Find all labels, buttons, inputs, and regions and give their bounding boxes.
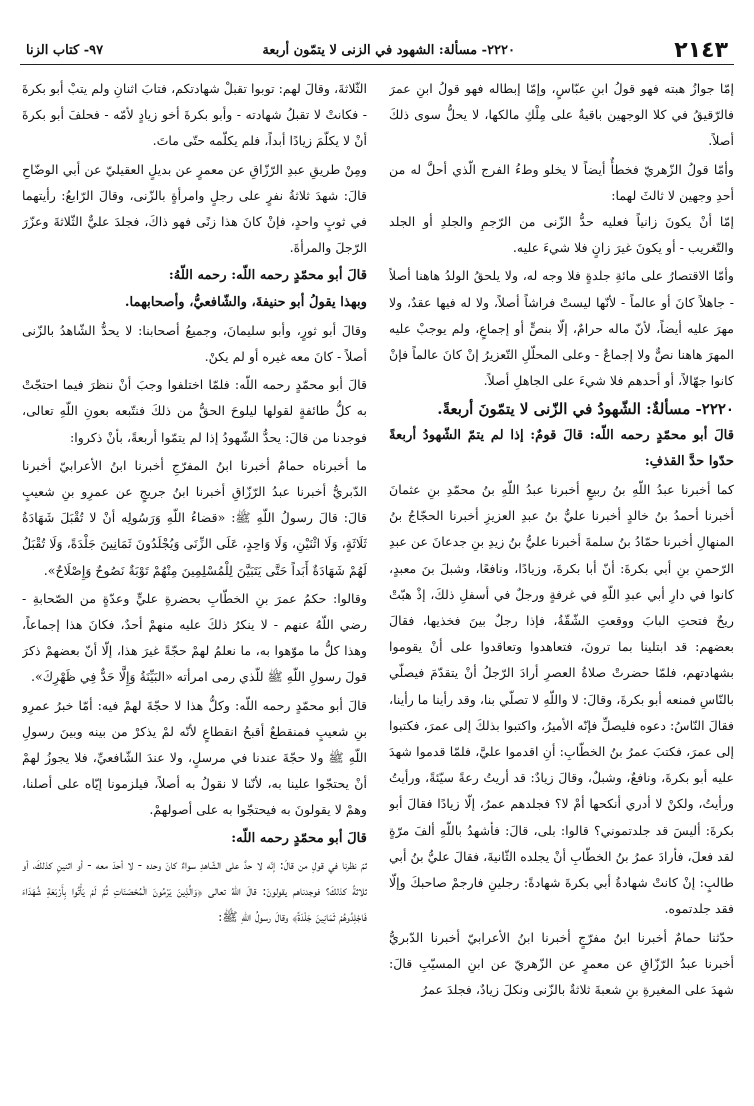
section-heading: قالَ أبو محمّدٍ رحمه اللّه: رحمه اللّهُ: — [168, 268, 367, 284]
running-title: ٢٢٢٠- مسألة: الشهود في الزنى لا يتمّون أربعة — [262, 42, 516, 58]
section-heading: قالَ أبو محمّدٍ رحمه اللّه: — [231, 830, 367, 846]
paragraph: قالَ أبو محمّدٍ رحمه اللّه: وكلُّ هذا لا حجّةَ لهمْ فيه: أمّا خبرُ عمرِو بنِ شعيبٍ فمنقطعٌ أقبحُ انقطاعٍ لأنّه لمْ يذكرْ من بينه وبينَ رسولِ اللّهِ ﷺ ولا حجّةَ عندنا في مرسلٍ، ولا عندَ الشّافعيِّ، فلا يجوزُ لهمْ أنْ يحتجّوا علينا به، لأنّنا لا نقولُ به أصلاً، فيلزمونا إيّاه على أصلنا، وهمْ لا يقولونَ به فيحتجّوا به على أصولهمْ. — [22, 697, 367, 818]
paragraph: ثمّ نظرنا في قولِ من قالَ: إنّه لا حدَّ على الشّاهدِ سواءٌ كانَ وحده - لا أحدَ معه - أو اثنينِ كذلكَ، أو ثلاثةً كذلكَ؟ فوجدناهم يقولونَ: قالَ اللّهُ تعالى ﴿وَالَّذِينَ يَرْمُونَ الْمُحْصَنَاتِ ثُمَّ لَمْ يَأْتُوا بِأَرْبَعَةِ شُهَدَاءَ فَاجْلِدُوهُمْ ثَمَانِينَ جَلْدَةً﴾ وقالَ رسولُ اللّهِ ﷺ: — [22, 856, 367, 925]
paragraph: قالَ أبو محمّدٍ رحمه اللّه: قالَ قومٌ: إذا لم يتمّ الشّهودُ أربعةً حدّوا حدَّ القذفِ: — [389, 427, 734, 469]
page-header — [20, 36, 734, 65]
paragraph: الثّلاثةَ، وقالَ لهم: توبوا تقبلْ شهادتكم، فتابَ اثنانِ ولم يتبْ أبو بكرةَ - فكانتْ لا تقبلُ شهادته - وأبو بكرةَ أخو زيادٍ لأمّه - فحلفَ أبو بكرةَ أنْ لا يكلّمَ زيادًا أبداً، فلم يكلّمه حتّى ماتَ. — [22, 81, 367, 149]
paragraph: ومِنْ طريقِ عبدِ الرّزّاقِ عن معمرٍ عن بديلٍ العقيليّ عن أبي الوضّاحِ قالَ: شهدَ ثلاثةُ نفرٍ على رجلٍ وامرأةٍ بالزّنى، وقالَ الرّابعُ: رأيتهما في ثوبٍ واحدٍ، فإنْ كانَ هذا زنًى فهو ذاكَ، فجلدَ عليٌّ الثّلاثةَ وعزّرَ الرّجلَ والمرأةَ. — [22, 161, 367, 256]
paragraph: وقالَ أبو ثورٍ، وأبو سليمانَ، وجميعُ أصحابنا: لا يحدُّ الشّاهدُ بالزّنى أصلاً - كانَ معه غيره أو لم يكنْ. — [22, 322, 367, 365]
paragraph: ما أخبرناه حمامٌ أخبرنا ابنُ المفرّجِ أخبرنا ابنُ الأعرابيّ أخبرنا الدّبريُّ أخبرنا عبدُ الرّزّاقِ أخبرنا ابنُ جريجٍ عن عمرِو بنِ شعيبٍ قالَ: قالَ رسولُ اللّهِ ﷺ: «قضاءُ اللّهِ وَرَسُولِه أنْ لا تُقْبَلَ شَهَادَةُ ثَلَاثَةٍ، وَلَا اثْنَيْنِ، وَلَا وَاحِدٍ، عَلَى الزِّنَى وَيُجْلَدُونَ ثَمَانِينَ جَلْدَةً، وَلَا تُقْبَلُ لَهُمْ شَهَادَةٌ أَبَداً حَتَّى يَتَبَيَّنَ لِلْمُسْلِمِينَ مِنْهُمْ تَوْبَةٌ نَصُوحٌ وَإِصْلَاحٌ». — [22, 457, 367, 578]
paragraph: وبهذا يقولُ أبو حنيفةَ، والشّافعيُّ، وأصحابهما. — [124, 294, 367, 310]
paragraph: إمّا أنْ يكونَ زانياً فعليه حدُّ الزّنى من الرّجمِ والجلدِ أو الجلد والتّغريب - أو يكونَ غيرَ زانٍ فلا شيءَ عليه. — [389, 214, 734, 256]
paragraph: وأمّا الاقتصارُ على مائةِ جلدةٍ فلا وجه له، ولا يلحقُ الولدُ هاهنا أصلاً - جاهلاً كانَ أو عالماً - لأنّها ليستْ فراشاً أصلاً، ولا له فيها عقدٌ، ولا مهرَ عليه أيضاً، لأنّ ماله حرامٌ، إلّا بنصٍّ أو إجماعٍ، ولم يوجبْ عليه المهرَ هاهنا نصٌّ ولا إجماعٌ - وعلى المحلّلِ التّعزيرُ إنْ كانَ عالماً فإنْ كانوا جهّالاً، أو أحدهم فلا شيءَ على الجاهلِ أصلاً. — [389, 268, 734, 389]
paragraph: وأمّا قولُ الزّهريّ فخطأٌ أيضاً لا يخلو وطءُ الفرج الّذي أحلَّ له من أحدِ وجهين لا ثالثَ لهما: — [389, 161, 734, 203]
masala-heading: ٢٢٢٠- مسألةٌ: الشّهودُ في الزّنى لا يتمّونَ أربعةً. — [437, 400, 734, 419]
paragraph: قالَ أبو محمّدٍ رحمه اللّه: فلمّا اختلفوا وجبَ أنْ ننظرَ فيما احتجّتْ به كلُّ طائفةٍ لقولها ليلوحَ الحقُّ من ذلكَ فنتّبعه بعونِ اللّهِ تعالى، فوجدنا من قالَ: يحدُّ الشّهودُ إذا لم يتمّوا أربعةً، بأنْ ذكروا: — [22, 377, 367, 445]
book-title: ٩٧- كتاب الزنا — [26, 42, 104, 58]
paragraph: كما أخبرنا عبدُ اللّهِ بنُ ربيعٍ أخبرنا عبدُ اللّهِ بنُ محمّدِ بنِ عثمانَ أخبرنا أحمدُ بنُ خالدٍ أخبرنا عليُّ بنُ عبدِ العزيزِ أخبرنا الحجّاجُ بنُ المنهالِ أخبرنا حمّادُ بنُ سلمةَ أخبرنا عليُّ بنُ زيدِ بنِ جدعانَ عن عبدِ الرّحمنِ بنِ أبي بكرةَ: أنّ أبا بكرةَ، وزيادًا، ونافعًا، وشبلَ بنَ معبدٍ، كانوا في دارِ أبي عبدِ اللّهِ في غرفةٍ ورجلٌ في أسفلِ ذلكَ، إذْ هبّتْ ريحٌ فتحتِ البابَ ووقعتِ الشّقّةُ، فإذا رجلٌ بينَ فخذيها، فقالَ بعضهم: قد ابتلينا بما ترونَ، فتعاهدوا وتعاقدوا على أنْ يقوموا بشهادتهم، فلمّا حضرتْ صلاةُ العصرِ أرادَ الرّجلُ أنْ يتقدّمَ فيصلّي بالنّاسِ فمنعه أبو بكرةَ، وقالَ: لا واللّهِ لا تصلّي بنا، وقد رأينا ما رأينا، فقالَ النّاسُ: دعوه فليصلِّ فإنّه الأميرُ، واكتبوا بذلكَ إلى عمرَ، فكتبوا إلى عمرَ، فكتبَ عمرُ بنُ الخطّابِ: أنِ اقدموا عليَّ، فلمّا قدموا شهدَ عليه أبو بكرةَ، ونافعٌ، وشبلٌ، وقالَ زيادٌ: قد أريتُ رعةً سيّئةً، ورأيتُ ورأيتُ، ولكنْ لا أدري أنكحها أمْ لا؟ فجلدهم عمرُ، إلّا زيادًا فقالَ أبو بكرةَ: أليسَ قد جلدتموني؟ قالوا: بلى، قالَ: فأشهدُ باللّهِ ألفَ مرّةٍ لقد فعلَ، فأرادَ عمرُ بنُ الخطّابِ أنْ يجلده الثّانيةَ، فقالَ عليُّ بنُ أبي طالبٍ: إنْ كانتْ شهادةُ أبي بكرةَ شهادةً: رجلينِ فارجمْ صاحبكَ وإلّا فقد جلدتموه. — [389, 482, 734, 917]
page-number: ٢١٤٣ — [674, 37, 728, 63]
paragraph: إمّا جوازُ هبته فهو قولُ ابنِ عبّاسٍ، وإمّا إبطاله فهو قولُ ابنِ عمرَ فالرّقيقُ في كلا الوجهين باقيةٌ على مِلْكِ مالكها، لا يحلُّ سوى ذلكَ أصلاً. — [389, 81, 734, 149]
right-column — [389, 76, 734, 1086]
text-columns — [22, 76, 734, 1086]
left-column — [22, 76, 367, 1086]
paragraph: حدّثنا حمامٌ أخبرنا ابنُ مفرّجٍ أخبرنا ابنُ الأعرابيّ أخبرنا الدّبريُّ أخبرنا عبدُ الرّزّاقِ عن معمرٍ عن الزّهريّ عن ابنِ المسيّبِ قالَ: شهدَ على المغيرةِ بنِ شعبةَ ثلاثةٌ بالزّنى ونكلَ زيادٌ، فجلدَ عمرُ — [389, 929, 734, 997]
paragraph: وقالوا: حكمُ عمرَ بنِ الخطّابِ بحضرةِ عليٍّ وعدّةٍ من الصّحابةِ - رضي اللّهُ عنهم - لا ينكرُ ذلكَ عليه منهمْ أحدٌ، فكانَ هذا إجماعاً، وهذا كلُّ ما موّهوا به، ما نعلمُ لهمْ حجّةً غيرَ هذا، إلّا أنّ بعضهمْ ذكرَ قولَ رسولِ اللّهِ ﷺ للّذي رمى امرأته «البَيِّنَةُ وَإِلَّا حَدٌّ فِي ظَهْرِكَ». — [22, 590, 367, 685]
